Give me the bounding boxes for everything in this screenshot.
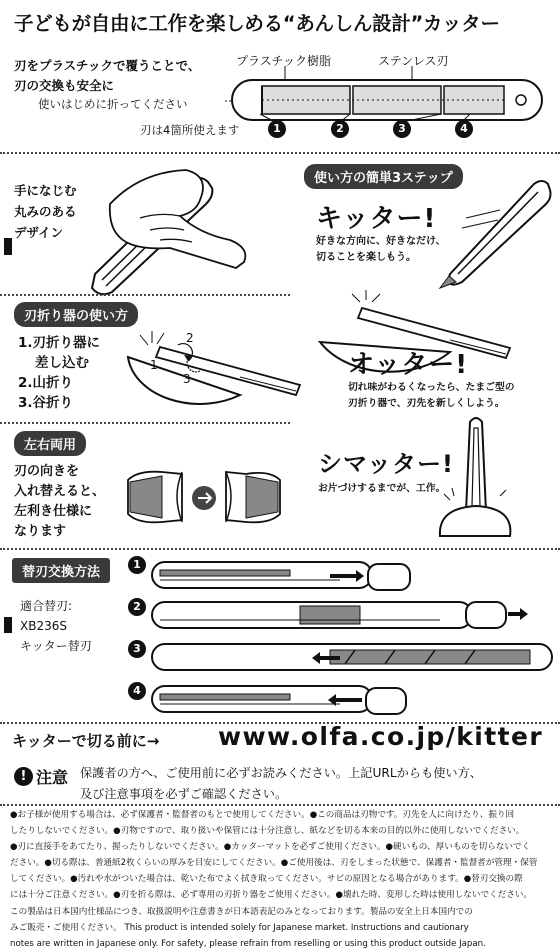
url-prefix: キッターで切る前に→ [12, 732, 160, 750]
caution-icon: ! [14, 767, 33, 786]
shimatter-desc: お片づけするまでが、工作。 [318, 483, 446, 494]
both-hands-text: 刃の向きを 入れ替えると、 左利き仕様に なります [14, 464, 106, 539]
divider [0, 804, 560, 806]
kitter-heading: キッター! [316, 204, 437, 234]
cutter-stand-illustration [430, 410, 530, 550]
fine-print-line: には十分ご注意ください。●刃を折る際は、必ず専用の刃折り器をご使用ください。●壊れた時、変形した時は使用しないでください。 [10, 890, 533, 901]
edge-number-1: 1 [268, 120, 286, 138]
fine-print-line: ●お子様が使用する場合は、必ず保護者・監督者のもとで使用してください。●この商品は刃物です。刃先を人に向けたり、振り回 [10, 810, 515, 820]
shimatter-heading: シマッター! [318, 450, 454, 478]
safety-text: 刃をプラスチックで覆うことで、 刃の交換も安全に [14, 58, 201, 93]
steps-tag: 使い方の簡単3ステップ [304, 164, 463, 189]
edge-number-2: 2 [331, 120, 349, 138]
replace-step-2: 2 [128, 598, 146, 616]
replacement-steps-diagram [0, 550, 560, 730]
page-title: 子どもが自由に工作を楽しめる“あんしん設計”カッター [14, 12, 500, 35]
fine-print-line: notes are written in Japanese only. For safety, please refrain from reselling or using this product outside Japan. [10, 938, 486, 949]
breaker-steps: 1.刃折り器に 差し込む 2.山折り 3.谷折り [18, 335, 101, 411]
both-hands-tag: 左右両用 [14, 431, 86, 456]
kitter-url-link[interactable]: www.olfa.co.jp/kitter [218, 722, 544, 751]
fine-print-line: ださい。●切る際は、普通紙2枚くらいの厚みを目安にしてください。●ご使用後は、刃をしまった状態で、保護者・監督者が管理・保管 [10, 858, 538, 869]
breaker-num-1: 1 [150, 358, 158, 372]
edge-number-4: 4 [455, 120, 473, 138]
divider [0, 294, 290, 296]
caution-text: 保護者の方へ、ご使用前に必ずお読みください。上記URLからも使い方、 及び注意事項を必ずご確認ください。 [80, 766, 482, 801]
left-right-illustration [122, 460, 302, 540]
fine-print-line: したりしないでください。●刃物ですので、取り扱いや保管には十分注意し、紙などを切る本来の目的以外に使用しないでください。 [10, 826, 525, 837]
kitter-desc: 好きな方向に、好きなだけ、 切ることを楽しもう。 [316, 236, 446, 263]
compat-blades: 適合替刃: XB236S キッター替刃 [20, 599, 92, 653]
fine-print-line: みご販売・ご使用ください。 This product is intended solely for Japanese market. Instructions and cautionary [10, 922, 469, 933]
otter-desc: 切れ味がわるくなったら、たまご型の 刃折り器で、刃先を新しくしよう。 [348, 382, 515, 409]
replace-tag: 替刃交換方法 [12, 558, 110, 583]
label-plastic: プラスチック樹脂 [236, 54, 332, 68]
fine-print-line: ●刃に直接手をあてたり、握ったりしないでください。●カッターマットを必ずご使用ください。●硬いもの、厚いものを切らないでく [10, 842, 531, 853]
replace-step-1: 1 [128, 556, 146, 574]
divider [0, 422, 290, 424]
replace-step-3: 3 [128, 640, 146, 658]
breaker-tag: 刃折り器の使い方 [14, 302, 138, 327]
breaker-num-3: 3 [183, 372, 191, 386]
otter-heading: オッター! [348, 350, 469, 380]
label-four-edges: 刃は4箇所使えます [140, 123, 240, 137]
caution-label: 注意 [36, 768, 69, 787]
breaker-diagram [0, 325, 300, 435]
fine-print [10, 807, 554, 952]
breaker-num-2: 2 [186, 331, 194, 345]
fine-print-line: してください。●汚れや水がついた場合は、乾いた布でよく拭き取ってください。サビの原因となる場合があります。●替刃交換の際 [10, 874, 523, 885]
edge-number-3: 3 [393, 120, 411, 138]
fine-print-line: この製品は日本国内仕様品につき、取扱説明や注意書きが日本語表記のみとなっております。製品の安全上日本国内での [10, 906, 473, 917]
label-fold: 使いはじめに折ってください [38, 97, 188, 111]
cutter-cutting-illustration [0, 170, 560, 290]
grip-text: 手になじむ 丸みのある デザイン [14, 183, 77, 240]
replace-step-4: 4 [128, 682, 146, 700]
label-steel: ステンレス刃 [378, 54, 449, 68]
